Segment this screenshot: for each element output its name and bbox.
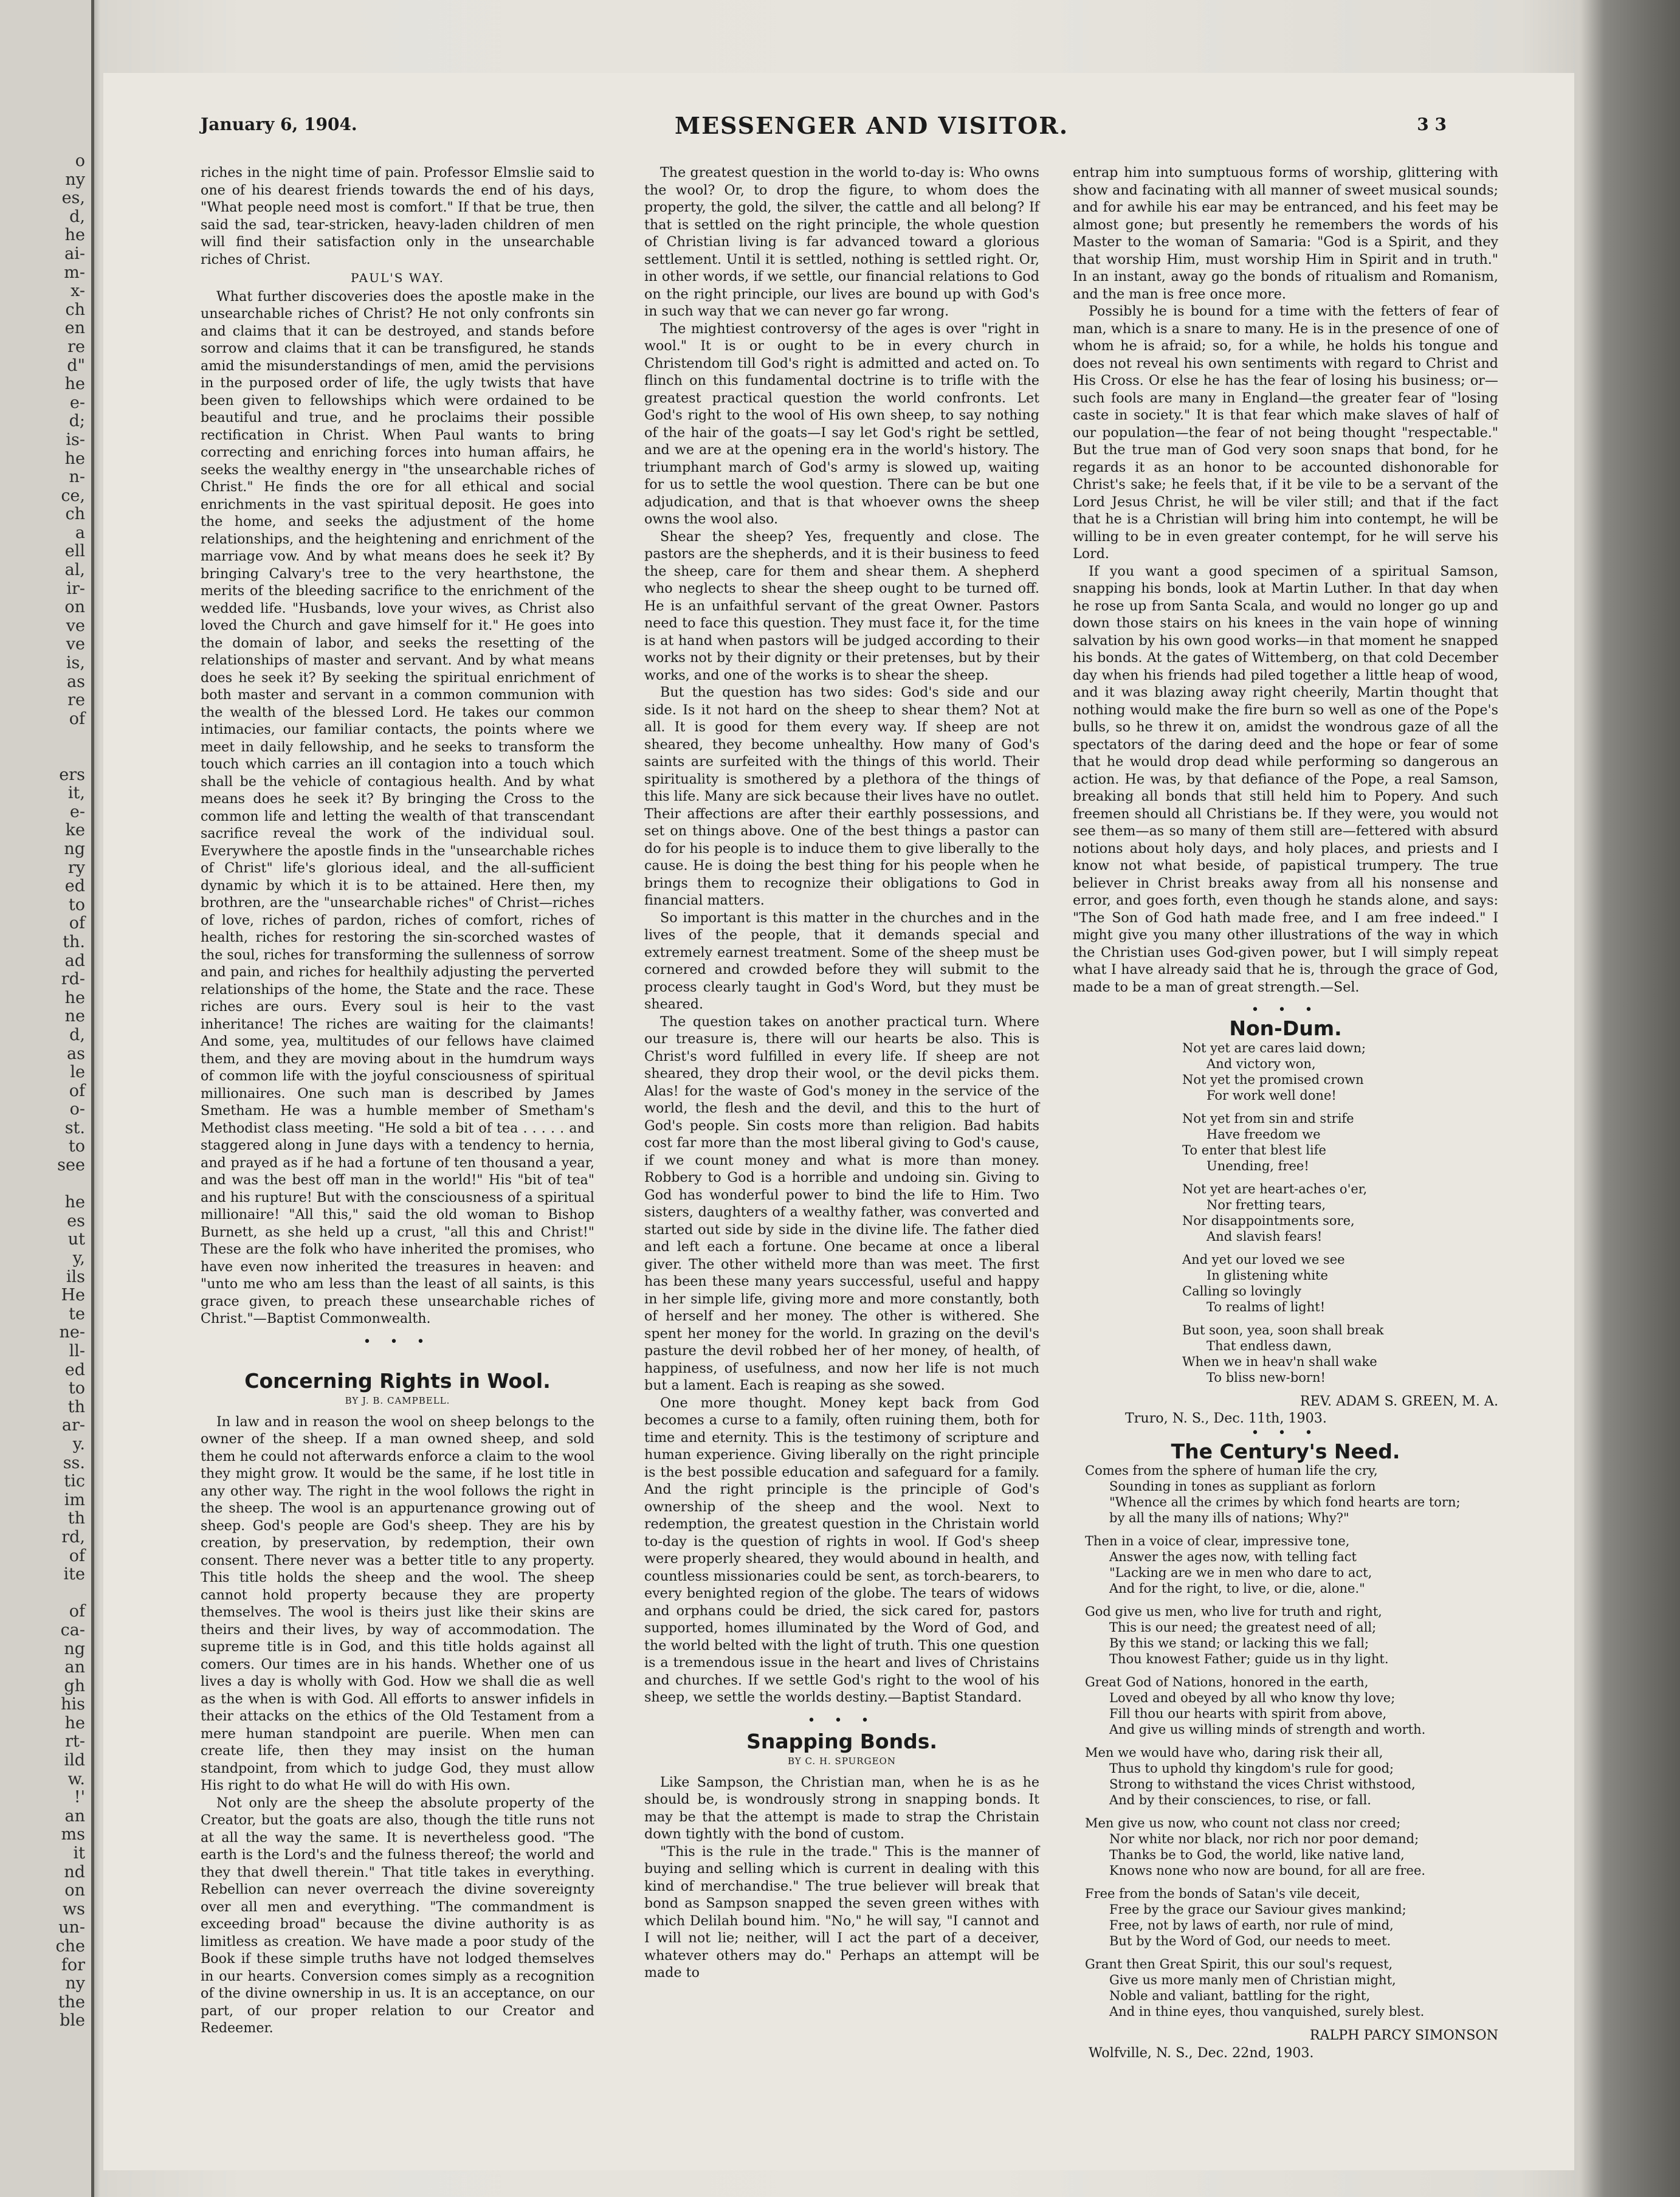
- margin-fragment: [6, 728, 85, 747]
- paragraph: "This is the rule in the trade." This is the manner of buying and selling which is current in dealing with this kind of merchandise." The true believer will break that bond as Sampson snapped the seven green withes with which Delilah bound him. "No," he will say, "I cannot and I will not lie; neither, will I act the part of a deceiver, whatever others may do." Perhaps an attempt will be made to: [644, 1843, 1039, 1981]
- poem-stanza: [1085, 1956, 1498, 2019]
- margin-fragment: ms: [61, 1825, 85, 1844]
- margin-fragment: ss.: [63, 1453, 85, 1472]
- margin-fragment: ed: [64, 877, 85, 896]
- poem-line: Not yet from sin and strife: [1182, 1111, 1354, 1126]
- poem-line: To enter that blest life: [1182, 1142, 1326, 1157]
- margin-fragment: ve: [66, 635, 85, 654]
- margin-fragment: y.: [72, 1434, 85, 1454]
- poem-line: Calling so lovingly: [1182, 1283, 1301, 1299]
- poem-line: Men give us now, who count not class nor creed;: [1085, 1816, 1401, 1830]
- margin-fragment: d,: [69, 207, 85, 226]
- margin-fragment: his: [61, 1695, 85, 1714]
- page-number: 3 3: [1417, 114, 1447, 134]
- margin-fragment: as: [67, 672, 85, 691]
- margin-fragments: [6, 152, 85, 2030]
- margin-fragment: of: [69, 709, 85, 728]
- poem-line: And victory won,: [1207, 1056, 1316, 1071]
- poem-place-date: Truro, N. S., Dec. 11th, 1903.: [1125, 1410, 1327, 1426]
- poem-line: For work well done!: [1207, 1088, 1337, 1103]
- separator-stars: • • •: [1251, 1425, 1320, 1441]
- poem-stanza: [1085, 1745, 1498, 1808]
- margin-fragment: im: [64, 1490, 85, 1509]
- margin-fragment: it: [73, 1844, 85, 1863]
- margin-fragment: ad: [64, 951, 85, 970]
- margin-fragment: e-: [69, 393, 85, 412]
- paragraph: Possibly he is bound for a time with the fetters of fear of man, which is a snare to many. He is in the presence of one of whom he is afraid; so, for a while, he holds his tongue and does not reveal his own sentiments with regard to Christ and His Cross. Or else he has the fear of losing his business; or—such fools are many in England—the greater fear of "losing caste in society." It is that fear which make slaves of half of our population—the fear of not being thought "respectable." But the true man of God very soon snaps that bond, for he regards it as an honor to be accounted dishonorable for Christ's sake; he feels that, if it be vile to be a servant of the Lord Jesus Christ, he will be viler still; and that if the fact that he is a Christian will bring him into contempt, he will be willing to be in even greater contempt, for he will serve his Lord.: [1073, 303, 1498, 562]
- margin-fragment: ch: [65, 505, 85, 524]
- margin-fragment: ve: [66, 616, 85, 635]
- poem-stanza: [1182, 1181, 1498, 1244]
- margin-fragment: es: [67, 1211, 85, 1230]
- poem-line: Not yet are heart-aches o'er,: [1182, 1181, 1368, 1196]
- poem-stanza: [1085, 1604, 1498, 1667]
- poem-line: "Whence all the crimes by which fond hearts are torn;: [1109, 1495, 1461, 1509]
- margin-fragment: is-: [66, 430, 85, 449]
- margin-fragment: He: [61, 1286, 85, 1305]
- margin-fragment: re: [67, 337, 85, 356]
- margin-fragment: ai-: [64, 244, 85, 263]
- separator-stars: • • •: [807, 1712, 876, 1728]
- margin-fragment: !': [74, 1788, 85, 1807]
- previous-page-edge: [0, 0, 94, 2197]
- poem-line: Strong to withstand the vices Christ withstood,: [1109, 1777, 1416, 1792]
- poem-line: But by the Word of God, our needs to meet.: [1109, 1934, 1391, 1948]
- paragraph: If you want a good specimen of a spiritual Samson, snapping his bonds, look at Martin Luther. In that day when he rose up from Santa Scala, and would no longer go up and down those stairs on his knees in the vain hope of winning salvation by his own good works—in that moment he snapped his bonds. At the gates of Wittemberg, on that cold December day when his friends had piled together a little heap of wood, and it was blazing away right cheerily, Martin thought that nothing would make the fire burn so well as one of the Pope's bulls, so he threw it on, amidst the wondrous gaze of all the spectators of the daring deed and the hope or fear of some that he would drop dead while performing so dangerous an action. He was, by that defiance of the Pope, a real Samson, breaking all bonds that still held him to Popery. And such freemen should all Christians be. If they were, you would not see them—as so many of them still are—fettered with absurd notions about holy days, and holy places, and priests and I know not what beside, of papistical trumpery. The true believer in Christ breaks away from all his nonsense and error, and goes forth, even though he stands alone, and says: "The Son of God hath made free, and I am free indeed." I might give you many other illustrations of the way in which the Christian uses God-given power, but I will simply repeat what I have already said that he is, through the grace of God, made to be a man of great strength.—Sel.: [1073, 563, 1498, 995]
- article-byline: BY J. B. CAMPBELL.: [345, 1395, 450, 1406]
- poem-stanza: [1085, 1463, 1498, 1526]
- poem-line: Answer the ages now, with telling fact: [1109, 1550, 1357, 1564]
- margin-fragment: en: [64, 319, 85, 338]
- poem-line: Unending, free!: [1207, 1158, 1309, 1173]
- poem-line: Free, not by laws of earth, nor rule of mind,: [1109, 1918, 1394, 1933]
- poem-signature: REV. ADAM S. GREEN, M. A.: [1300, 1393, 1498, 1409]
- poem-line: When we in heav'n shall wake: [1182, 1354, 1377, 1369]
- poem-stanza: [1085, 1886, 1498, 1949]
- margin-fragment: th.: [63, 932, 85, 951]
- margin-fragment: the: [58, 1992, 85, 2012]
- margin-fragment: ut: [67, 1230, 85, 1249]
- poem-line: And by their consciences, to rise, or fall.: [1109, 1793, 1371, 1807]
- poem-line: Then in a voice of clear, impressive tone,: [1085, 1534, 1350, 1548]
- margin-fragment: is,: [66, 654, 85, 673]
- margin-fragment: of: [69, 1081, 85, 1100]
- paragraph: entrap him into sumptuous forms of worship, glittering with show and facinating with all manner of sweet musical sounds; and for awhile his ear may be entranced, and his feet may be almost gone; but presently he remembers the words of his Master to the woman of Samaria: "God is a Spirit, and they that worship Him, must worship Him in Spirit and in truth." In an instant, away go the bonds of ritualism and Romanism, and the man is free once more.: [1073, 165, 1498, 302]
- poem-line: And yet our loved we see: [1182, 1252, 1345, 1267]
- paragraph: Not only are the sheep the absolute property of the Creator, but the goats are also, though the title runs not at all the way the same. It is nevertheless good. "The earth is the Lord's and the fulness thereof; the world and they that dwell therein." That title takes in everything. Rebellion can never overreach the divine sovereignty over all men and everything. "The commandment is exceeding broad" because the divine authority is as limitless as creation. We have made a poor study of the Book if these simple truths have not lodged themselves in our hearts. Conversion comes simply as a recognition of the divine ownership in us. It is an acceptance, on our part, of our proper relation to our Creator and Redeemer.: [201, 1795, 594, 2036]
- margin-fragment: o: [75, 151, 85, 170]
- margin-fragment: n-: [69, 467, 85, 487]
- article-headline: Snapping Bonds.: [746, 1729, 937, 1753]
- margin-fragment: ry: [67, 858, 85, 877]
- poem-line: That endless dawn,: [1207, 1338, 1332, 1353]
- margin-fragment: m-: [64, 263, 85, 282]
- poem-signature: RALPH PARCY SIMONSON: [1309, 2027, 1498, 2043]
- margin-fragment: ny: [65, 1974, 85, 1993]
- poem-title: The Century's Need.: [1171, 1439, 1400, 1463]
- poem-line: Nor white nor black, nor rich nor poor demand;: [1109, 1832, 1419, 1846]
- margin-fragment: he: [64, 449, 85, 468]
- margin-fragment: ild: [64, 1751, 85, 1770]
- margin-fragment: of: [69, 1602, 85, 1621]
- poem-line: In glistening white: [1207, 1268, 1328, 1283]
- poem-line: Thou knowest Father; guide us in thy light.: [1109, 1652, 1389, 1666]
- poem-line: Free by the grace our Saviour gives mankind;: [1109, 1902, 1406, 1917]
- poem-line: Comes from the sphere of human life the cry,: [1085, 1463, 1378, 1478]
- margin-fragment: of: [69, 1546, 85, 1565]
- poem-line: But soon, yea, soon shall break: [1182, 1322, 1384, 1337]
- poem-line: This is our need; the greatest need of all;: [1109, 1620, 1377, 1635]
- poem-line: Men we would have who, daring risk their all,: [1085, 1745, 1383, 1760]
- article-headline: Concerning Rights in Wool.: [244, 1368, 551, 1393]
- separator-stars: • • •: [1251, 1002, 1320, 1018]
- poem-line: To bliss new-born!: [1207, 1370, 1326, 1385]
- margin-fragment: x-: [71, 281, 85, 301]
- poem-stanza: [1085, 1533, 1498, 1596]
- margin-fragment: on: [64, 1881, 85, 1900]
- column-2: [644, 164, 1039, 1982]
- margin-fragment: ir-: [66, 579, 85, 598]
- poem-line: And slavish fears!: [1207, 1229, 1323, 1244]
- margin-fragment: re: [67, 691, 85, 710]
- margin-fragment: to: [68, 895, 85, 914]
- margin-fragment: he: [64, 1713, 85, 1733]
- margin-fragment: on: [64, 598, 85, 617]
- margin-fragment: tic: [64, 1472, 85, 1491]
- margin-fragment: un-: [58, 1918, 85, 1937]
- poem-line: Grant then Great Spirit, this our soul's request,: [1085, 1957, 1393, 1971]
- margin-fragment: he: [64, 226, 85, 245]
- section-subhead: PAUL'S WAY.: [351, 271, 444, 285]
- margin-fragment: e-: [69, 802, 85, 821]
- paragraph: Like Sampson, the Christian man, when he is as he should be, is wondrously strong in snapping bonds. It may be that the attempt is made to strap the Christain down tightly with the bond of custom.: [644, 1774, 1039, 1842]
- margin-fragment: th: [67, 1509, 85, 1528]
- margin-fragment: [6, 747, 85, 766]
- margin-fragment: rt-: [65, 1732, 85, 1751]
- margin-fragment: ng: [64, 1639, 85, 1658]
- poem-line: Give us more manly men of Christian might,: [1109, 1973, 1396, 1987]
- page-header: [97, 114, 1495, 145]
- separator-stars: • • •: [363, 1334, 432, 1350]
- margin-fragment: st.: [64, 1118, 85, 1137]
- margin-fragment: gh: [64, 1676, 85, 1695]
- margin-fragment: ble: [60, 2011, 85, 2030]
- margin-fragment: al,: [64, 560, 85, 580]
- margin-fragment: ers: [59, 765, 85, 784]
- margin-fragment: che: [55, 1937, 85, 1956]
- margin-fragment: ny: [65, 170, 85, 189]
- poem-place-date: Wolfville, N. S., Dec. 22nd, 1903.: [1089, 2044, 1314, 2061]
- margin-fragment: ke: [65, 821, 85, 840]
- margin-fragment: to: [68, 1137, 85, 1156]
- paragraph: The question takes on another practical turn. Where our treasure is, there will our hearts be also. This is Christ's word fulfilled in every life. If sheep are not sheared, they drop their wool, or the devil picks them. Alas! for the waste of God's money in the service of the world, the flesh and the devil, and this to the hurt of God's people. Sin costs more than religion. Bad habits cost far more than the most liberal giving to God's cause, if we count money and what is more than money. Robbery to God is a horrible and undoing sin. Giving to God has wonderful power to bind the life to Him. Two sisters, daughters of a wealthy father, was converted and started out side by side in the divine life. The father died and left each a fortune. One became at once a liberal giver. The other witheld more than was meet. The first has been these many years successful, useful and happy in her simple life, giving more and more constantly, both of herself and her money. The other is withered. She spent her money for the world. In grazing on the devil's pasture the devil robbed her of her money, of health, of happiness, of usefulness, and now her life is not much but a lament. Each is reaping as she sowed.: [644, 1013, 1039, 1393]
- poem-stanza: [1085, 1674, 1498, 1737]
- paragraph: One more thought. Money kept back from God becomes a curse to a family, often ruining them, both for time and eternity. This is the testimony of scripture and human experience. Giving liberally on the right principle is the best possible education and safeguard for a family. And the right principle is the principle of God's ownership of the sheep and the wool. Next to redemption, the greatest question in the Christain world to-day is the question of rights in wool. If God's sheep were properly sheared, they would abound in health, and countless missionaries could be sent, as torch-bearers, to every benighted region of the globe. The tears of widows and orphans could be dried, the sick cared for, pastors supported, homes illuminated by the Word of God, and the world belted with the light of truth. This one question is a tremendous issue in the heart and lives of Christains and churches. If we settle God's right to the wool of his sheep, we settle the worlds destiny.—Baptist Standard.: [644, 1395, 1039, 1705]
- article-byline: BY C. H. SPURGEON: [788, 1756, 896, 1767]
- poem-line: Not yet are cares laid down;: [1182, 1040, 1366, 1055]
- poem-line: Free from the bonds of Satan's vile deceit,: [1085, 1886, 1360, 1901]
- poem-line: And in thine eyes, thou vanquished, surely blest.: [1109, 2004, 1425, 2019]
- poem-line: Noble and valiant, battling for the right,: [1109, 1988, 1371, 2003]
- poem-line: By this we stand; or lacking this we fall;: [1109, 1636, 1369, 1650]
- paragraph: So important is this matter in the churches and in the lives of the people, that it demands special and extremely earnest treatment. Some of the sheep must be cornered and crowded before they will submit to the process clearly taught in God's Word, but they must be sheared.: [644, 909, 1039, 1012]
- margin-fragment: o-: [69, 1100, 85, 1119]
- column-3: [1073, 164, 1498, 2061]
- poem-stanza: [1182, 1322, 1498, 1385]
- poem-line: Great God of Nations, honored in the earth,: [1085, 1675, 1369, 1689]
- paragraph: What further discoveries does the apostle make in the unsearchable riches of Christ? He not only confronts sin and claims that it can be destroyed, and stands before sorrow and claims that it can be transfigured, he stands amid the misunderstandings of men, amid the pervisions in the purposed order of life, the ugly twists that have been given to fellowships which were ordained to be beautiful and true, and he proclaims their possible rectification in Christ. When Paul wants to bring correcting and enriching forces into human affairs, he seeks the wealthy energy in "the unsearchable riches of Christ." He finds the ore for all ethical and social enrichments in the vast spiritual deposit. He goes into the home, and seeks the adjustment of the home relationships, and the heightening and enrichment of the marriage vow. And by what means does he seek it? By bringing Calvary's tree to the very hearthstone, the merits of the bleeding sacrifice to the enrichment of the wedded life. "Husbands, love your wives, as Christ also loved the Church and gave himself for it." He goes into the domain of labor, and seeks the resetting of the relationships of master and servant. And by what means does he seek it? By seeking the spiritual enrichment of both master and servant in a common communion with the wealth of the blessed Lord. He takes our common intimacies, our familiar contacts, the points where we meet in daily fellowship, and he seeks to transform the touch which carries an ill contagion into a touch which shall be the vehicle of contagious health. And by what means does he seek it? By bringing the Cross to the common life and letting the wealth of that transcendant sacrifice reveal the work of the individual soul. Everywhere the apostle finds in the "unsearchable riches of Christ" life's glorious ideal, and the all-sufficient dynamic by which it is to be attained. Here then, my brothren, are the "unsearchable riches" of Christ—riches of love, riches of pardon, riches of comfort, riches of health, riches for restoring the sin-scorched wastes of the soul, riches for transforming the sullenness of sorrow and pain, and riches for healthily adjusting the perverted relationships of the home, the State and the race. These riches are ours. Every soul is heir to the vast inheritance! The riches are waiting for the claimants! And some, yea, multitudes of our fellows have claimed them, and they are moving about in the humdrum ways of common life with the joyful consciousness of spiritual millionaires. One such man is described by James Smetham. He was a humble member of Smetham's Methodist class meeting. "He sold a bit of tea . . . . . and staggered along in June days with a tendency to hernia, and prayed as if he had a fortune of ten thousand a year, and was the best off man in the world!" His "bit of tea" and his rupture! But with the consciousness of a spiritual millionaire! "All this," said the old woman to Bishop Burnett, as she held up a crust, "all this and Christ!" These are the folk who have inherited the promises, who have even now inherited the treasures in heaven: and "unto me who am less than the least of all saints, is this grace given, to preach these unsearchable riches of Christ."—Baptist Commonwealth.: [201, 288, 594, 1326]
- poem-non-dum: [1182, 1040, 1498, 1385]
- margin-fragment: for: [61, 1955, 85, 1975]
- margin-fragment: th: [67, 1397, 85, 1416]
- poem-line: Have freedom we: [1207, 1126, 1321, 1142]
- paragraph: The greatest question in the world to-day is: Who owns the wool? Or, to drop the figure, to whom does the property, the gold, the silver, the cattle and all belong? If that is settled on the right principle, the whole question of Christian living is far advanced toward a glorious settlement. Until it is settled, nothing is settled right. Or, in other words, if we settle, our financial relations to God on the right principle, our lives are bound up with God's in such way that we can never go far wrong.: [644, 165, 1039, 319]
- paragraph: But the question has two sides: God's side and our side. Is it not hard on the sheep to shear them? Not at all. It is good for them every way. If sheep are not sheared, they become unhealthy. How many of God's saints are surfeited with the things of this world. Their spirituality is smothered by a plethora of the things of this life. Many are sick because their lives have no outlet. Their affections are after their earthly possessions, and set on things above. One of the best things a pastor can do for his people is to induce them to give liberally to the cause. He is doing the best thing for his people when he brings them to recognize their obligations to God in financial matters.: [644, 685, 1039, 908]
- margin-fragment: ed: [64, 1360, 85, 1379]
- margin-fragment: an: [64, 1806, 85, 1826]
- margin-fragment: nd: [64, 1862, 85, 1881]
- paragraph: riches in the night time of pain. Professor Elmslie said to one of his dearest friends towards the end of his days, "What people need most is comfort." If that be true, then said the sad, tear-stricken, heavy-laden children of men will find their satisfaction only in the unsearchable riches of Christ.: [201, 165, 594, 267]
- poem-line: by all the many ills of nations; Why?": [1109, 1511, 1349, 1525]
- margin-fragment: ell: [64, 542, 85, 561]
- margin-fragment: es,: [61, 188, 85, 208]
- poem-line: Knows none who now are bound, for all are free.: [1109, 1863, 1426, 1878]
- margin-fragment: ws: [63, 1899, 85, 1919]
- poem-stanza: [1182, 1111, 1498, 1174]
- column-1: [201, 164, 594, 2037]
- margin-fragment: d": [67, 356, 85, 375]
- margin-fragment: ne-: [59, 1323, 85, 1342]
- poem-line: Nor fretting tears,: [1207, 1197, 1326, 1212]
- margin-fragment: he: [64, 1193, 85, 1212]
- margin-fragment: d;: [69, 412, 85, 431]
- poem-line: God give us men, who live for truth and right,: [1085, 1604, 1382, 1619]
- margin-fragment: ch: [65, 300, 85, 319]
- poem-line: Thus to uphold thy kingdom's rule for good;: [1109, 1761, 1394, 1776]
- poem-line: And for the right, to live, or die, alone.": [1109, 1581, 1365, 1596]
- poem-line: Not yet the promised crown: [1182, 1072, 1364, 1087]
- poem-stanza: [1085, 1815, 1498, 1878]
- poem-line: To realms of light!: [1207, 1299, 1326, 1314]
- margin-fragment: ils: [66, 1267, 85, 1286]
- paragraph: Shear the sheep? Yes, frequently and close. The pastors are the shepherds, and it is their business to feed the sheep, care for them and shear them. A shepherd who neglects to shear the sheep ought to be turned off. He is an unfaithful servant of the great Owner. Pastors need to face this question. They must face it, for the time is at hand when pastors will be judged according to their works not by their dignity or their pretenses, but by their works, and one of the works is to shear the sheep.: [644, 528, 1039, 683]
- margin-fragment: [6, 1175, 85, 1194]
- poem-centurys-need: [1085, 1463, 1498, 2019]
- poem-line: And give us willing minds of strength and worth.: [1109, 1722, 1426, 1737]
- poem-line: Sounding in tones as suppliant as forlorn: [1109, 1479, 1376, 1494]
- margin-fragment: of: [69, 914, 85, 933]
- margin-fragment: rd-: [61, 970, 85, 989]
- poem-line: "Lacking are we in men who dare to act,: [1109, 1565, 1372, 1580]
- paragraph: The mightiest controversy of the ages is over "right in wool." It is or ought to be in every church in Christendom till God's right is admitted and acted on. To flinch on this fundamental doctrine is to trifle with the greatest practical question the world confronts. Let God's right to the wool of His own sheep, to say nothing of the hair of the goats—I say let God's right be settled, and we are at the opening era in the world's history. The triumphant march of God's army is slowed up, waiting for us to settle the wool question. There can be but one adjudication, and that is that whoever owns the sheep owns the wool also.: [644, 320, 1039, 527]
- poem-stanza: [1182, 1040, 1498, 1103]
- margin-fragment: ar-: [61, 1416, 85, 1435]
- masthead-title: MESSENGER AND VISITOR.: [675, 112, 1069, 139]
- poem-line: Loved and obeyed by all who know thy love;: [1109, 1691, 1396, 1705]
- margin-fragment: see: [57, 1156, 85, 1175]
- paragraph: In law and in reason the wool on sheep belongs to the owner of the sheep. If a man owned sheep, and sold them he could not afterwards enforce a claim to the wool they might grow. It would be the same, if he lost title in any other way. The right in the wool follows the right in the sheep. The wool is an appurtenance growing out of sheep. God's people are God's sheep. They are his by creation, by preservation, by redemption, their own consent. There never was a better title to any property. This title holds the sheep and the wool. The sheep cannot hold property because they are property themselves. The wool is theirs just like their skins are theirs and their lives, by way of accommodation. The supreme title is in God, and this title holds against all comers. Our times are in his hands. Whether one of us lives a day is wholly with God. How we shall die as well as the when is with God. All efforts to answer infidels in their attacks on the ethics of the Old Testament from a mere human standpoint are puerile. When men can create life, then they may insist on the human standpoint, from which to judge God, they must allow His right to do what He will do with His own.: [201, 1413, 594, 1793]
- margin-fragment: a: [75, 523, 85, 542]
- margin-fragment: ne: [64, 1007, 85, 1026]
- margin-fragment: to: [68, 1379, 85, 1398]
- margin-fragment: an: [64, 1658, 85, 1677]
- margin-fragment: y,: [72, 1249, 85, 1268]
- margin-fragment: le: [70, 1063, 85, 1082]
- poem-line: Thanks be to God, the world, like native land,: [1109, 1847, 1405, 1862]
- margin-fragment: as: [67, 1044, 85, 1063]
- margin-fragment: ca-: [60, 1620, 85, 1640]
- margin-fragment: ite: [63, 1565, 85, 1584]
- margin-fragment: te: [69, 1304, 85, 1323]
- margin-fragment: ng: [64, 839, 85, 858]
- margin-fragment: d,: [69, 1025, 85, 1044]
- margin-fragment: he: [64, 988, 85, 1007]
- margin-fragment: ll-: [69, 1342, 85, 1361]
- margin-fragment: w.: [67, 1769, 85, 1788]
- issue-date: January 6, 1904.: [201, 114, 357, 134]
- margin-fragment: it,: [67, 784, 85, 803]
- margin-fragment: ce,: [61, 486, 85, 505]
- poem-line: Nor disappointments sore,: [1182, 1213, 1355, 1228]
- margin-fragment: rd,: [61, 1527, 85, 1547]
- margin-fragment: he: [64, 374, 85, 394]
- margin-fragment: [6, 1584, 85, 1603]
- poem-line: Fill thou our hearts with spirit from above,: [1109, 1706, 1387, 1721]
- poem-title: Non-Dum.: [1229, 1016, 1342, 1040]
- poem-stanza: [1182, 1252, 1498, 1315]
